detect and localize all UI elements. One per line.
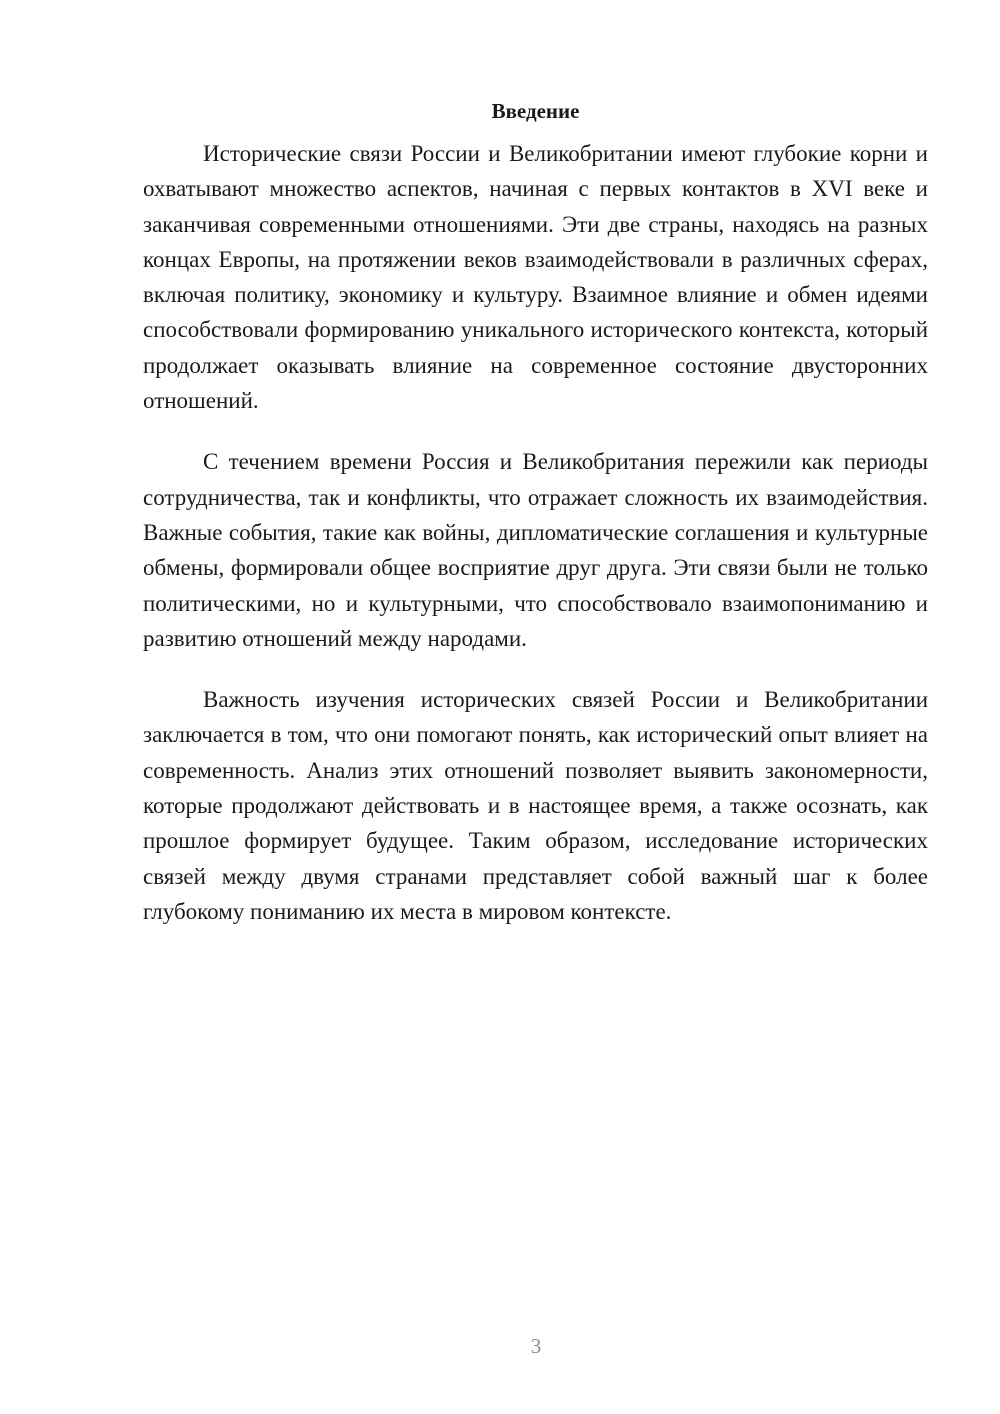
paragraph-1: Исторические связи России и Великобритании имеют глубокие корни и охватывают множество аспектов, начиная с первых контактов в XVI веке и заканчивая современными отношениями. Эти две страны, находясь на разных концах Европы, на протяжении веков взаимодействовали в различных сферах, включая политику, экономику и культуру. Взаимное влияние и обмен идеями способствовали формированию уникального исторического контекста, который продолжает оказывать влияние на современное состояние двусторонних отношений. bbox=[143, 141, 928, 414]
paragraph-3: Важность изучения исторических связей России и Великобритании заключается в том, что они помогают понять, как исторический опыт влияет на современность. Анализ этих отношений позволяет выявить закономерности, которые продолжают действовать и в настоящее время, а также осознать, как прошлое формирует будущее. Таким образом, исследование исторических связей между двумя странами представляет собой важный шаг к более глубокому пониманию их места в мировом контексте. bbox=[143, 687, 928, 924]
page-number: 3 bbox=[530, 1334, 542, 1358]
page-content bbox=[143, 96, 928, 955]
section-heading: Введение bbox=[491, 99, 580, 123]
paragraph-2: С течением времени Россия и Великобритания пережили как периоды сотрудничества, так и конфликты, что отражает сложность их взаимодействия. Важные события, такие как войны, дипломатические соглашения и культурные обмены, формировали общее восприятие друг друга. Эти связи были не только политическими, но и культурными, что способствовало взаимопониманию и развитию отношений между народами. bbox=[143, 449, 928, 651]
